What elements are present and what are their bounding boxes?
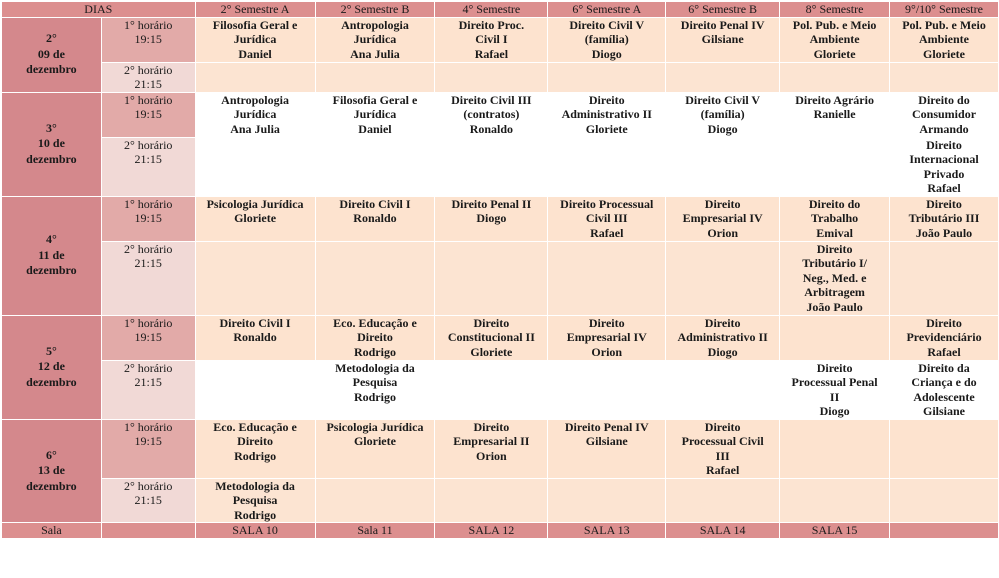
class-cell — [315, 62, 435, 92]
cell-line: Administrativo II — [561, 107, 652, 121]
schedule-row — [2, 478, 999, 523]
cell-line: Direito — [926, 196, 962, 211]
cell-line: Rodrigo — [353, 344, 396, 359]
class-cell — [666, 419, 780, 478]
class-cell — [666, 62, 780, 92]
cell-line: dezembro — [26, 478, 77, 493]
cell-line: Rafael — [474, 46, 509, 61]
cell-line: Processual Penal — [791, 375, 878, 389]
cell-line: Gilsiane — [585, 434, 628, 448]
class-cell — [666, 315, 780, 360]
cell-line: Direito da — [918, 360, 970, 375]
class-cell — [315, 92, 435, 137]
cell-line: Administrativo II — [677, 330, 768, 344]
class-cell — [890, 478, 999, 523]
cell-line: Tributário I/ — [802, 256, 867, 270]
room-cell: SALA 13 — [548, 523, 666, 539]
cell-line: Daniel — [358, 121, 392, 136]
cell-line: Empresarial IV — [682, 211, 763, 225]
cell-line: Diogo — [707, 344, 738, 359]
cell-line: Gloriete — [923, 46, 965, 61]
cell-line: Antropologia — [221, 92, 289, 107]
class-cell — [315, 196, 435, 241]
class-cell — [548, 419, 666, 478]
cell-line: Arbitragem — [804, 285, 865, 299]
cell-line: Ana Julia — [350, 46, 400, 61]
class-cell — [890, 137, 999, 196]
cell-line: Eco. Educação e — [213, 419, 297, 434]
class-cell — [780, 17, 890, 62]
class-cell — [780, 62, 890, 92]
day-label — [2, 92, 102, 196]
cell-line: Consumidor — [912, 107, 977, 121]
cell-line: dezembro — [26, 62, 77, 77]
cell-line: João Paulo — [915, 225, 973, 240]
cell-line: (contratos) — [463, 107, 520, 121]
class-cell — [666, 17, 780, 62]
class-cell — [780, 478, 890, 523]
cell-line: Direito Proc. — [458, 17, 525, 32]
class-cell — [315, 478, 435, 523]
class-cell — [195, 92, 315, 137]
cell-line: Orion — [591, 344, 623, 359]
time-slot-first — [101, 196, 195, 241]
schedule-row — [2, 92, 999, 137]
class-cell — [890, 196, 999, 241]
class-cell — [548, 196, 666, 241]
cell-line: Psicologia Jurídica — [326, 419, 424, 434]
cell-line: Direito Penal II — [451, 196, 532, 211]
class-cell — [548, 17, 666, 62]
days-header: DIAS — [2, 2, 196, 18]
class-cell — [315, 360, 435, 419]
cell-line: 2° horário — [123, 241, 173, 256]
cell-line: Orion — [476, 448, 507, 463]
cell-line: Previdenciário — [906, 330, 982, 344]
semester-header: 9°/10° Semestre — [890, 2, 999, 18]
class-cell — [435, 419, 548, 478]
class-cell — [435, 137, 548, 196]
cell-line: Direito — [357, 330, 393, 344]
cell-line: Metodologia da — [335, 360, 415, 375]
cell-line: 2° horário — [123, 360, 173, 375]
cell-line: (família) — [700, 107, 745, 121]
class-cell — [780, 241, 890, 315]
cell-line: 21:15 — [134, 77, 162, 91]
cell-line: Direito Processual — [560, 196, 654, 211]
cell-line: Direito — [816, 241, 853, 256]
cell-line: (família) — [584, 32, 629, 46]
cell-line: Direito do — [808, 196, 861, 211]
cell-line: Gilsiane — [701, 32, 744, 46]
cell-line: 1° horário — [123, 17, 173, 32]
schedule-row — [2, 360, 999, 419]
class-cell — [890, 315, 999, 360]
cell-line: Direito — [704, 196, 741, 211]
class-cell — [315, 137, 435, 196]
cell-line: Rafael — [706, 463, 740, 477]
cell-line: Direito Civil I — [339, 196, 411, 211]
cell-line: Gilsiane — [923, 404, 966, 418]
cell-line: 21:15 — [134, 152, 162, 166]
cell-line: dezembro — [26, 374, 77, 389]
cell-line: Ambiente — [809, 32, 860, 46]
cell-line: Ronaldo — [233, 330, 277, 344]
semester-header: 2° Semestre B — [315, 2, 435, 18]
cell-line: Emival — [816, 225, 853, 240]
time-slot-second — [101, 478, 195, 523]
cell-line: Ronaldo — [469, 121, 514, 136]
cell-line: Pesquisa — [352, 375, 398, 389]
cell-line: 1° horário — [123, 92, 173, 107]
cell-line: Orion — [707, 225, 738, 240]
class-cell — [666, 478, 780, 523]
class-cell — [666, 92, 780, 137]
class-cell — [666, 360, 780, 419]
cell-line: Gloriete — [813, 46, 856, 61]
cell-line: Direito — [588, 315, 625, 330]
schedule-row — [2, 241, 999, 315]
room-spacer — [101, 523, 195, 539]
class-cell — [890, 17, 999, 62]
cell-line: Direito — [588, 92, 625, 107]
cell-line: Direito — [237, 434, 273, 448]
cell-line: 12 de — [37, 359, 65, 374]
cell-line: Metodologia da — [215, 478, 295, 493]
cell-line: III — [715, 448, 730, 463]
cell-line: 1° horário — [123, 315, 173, 330]
cell-line: Direito Penal IV — [680, 17, 765, 32]
cell-line: Rafael — [927, 181, 961, 195]
cell-line: Gloriete — [585, 121, 628, 136]
cell-line: 3° — [45, 120, 57, 135]
cell-line: Ana Julia — [230, 121, 280, 136]
cell-line: Eco. Educação e — [333, 315, 417, 330]
schedule-row — [2, 196, 999, 241]
footer-row — [2, 523, 999, 539]
class-cell — [548, 241, 666, 315]
class-cell — [548, 62, 666, 92]
cell-line: Direito Penal IV — [564, 419, 649, 434]
class-cell — [195, 196, 315, 241]
cell-line: Direito — [704, 419, 741, 434]
schedule-table — [1, 1, 999, 539]
class-cell — [890, 92, 999, 137]
cell-line: Diogo — [707, 121, 738, 136]
class-cell — [195, 419, 315, 478]
cell-line: Gloriete — [470, 344, 513, 359]
cell-line: 19:15 — [134, 32, 162, 46]
cell-line: Civil III — [585, 211, 628, 225]
time-slot-second — [101, 137, 195, 196]
class-cell — [195, 241, 315, 315]
cell-line: Diogo — [476, 211, 507, 225]
class-cell — [435, 62, 548, 92]
room-cell: SALA 15 — [780, 523, 890, 539]
cell-line: Tributário III — [908, 211, 980, 225]
cell-line: 6° — [45, 447, 57, 462]
cell-line: Gloriete — [353, 434, 396, 448]
class-cell — [780, 419, 890, 478]
cell-line: Rafael — [927, 344, 961, 359]
class-cell — [435, 478, 548, 523]
cell-line: Antropologia — [341, 17, 409, 32]
class-cell — [548, 137, 666, 196]
cell-line: 21:15 — [134, 375, 162, 389]
class-cell — [315, 315, 435, 360]
room-cell — [890, 523, 999, 539]
class-cell — [435, 360, 548, 419]
cell-line: 21:15 — [134, 256, 162, 270]
cell-line: Direito — [816, 360, 853, 375]
class-cell — [890, 360, 999, 419]
room-cell: SALA 12 — [435, 523, 548, 539]
cell-line: Internacional — [909, 152, 979, 166]
cell-line: 09 de — [37, 46, 65, 61]
semester-header: 6° Semestre B — [666, 2, 780, 18]
day-label — [2, 315, 102, 419]
cell-line: 2° horário — [123, 478, 173, 493]
cell-line: Trabalho — [811, 211, 859, 225]
cell-line: 21:15 — [134, 493, 162, 507]
cell-line: 13 de — [37, 463, 65, 477]
class-cell — [435, 17, 548, 62]
day-label — [2, 196, 102, 315]
cell-line: Direito Agrário — [795, 92, 874, 107]
class-cell — [548, 315, 666, 360]
class-cell — [195, 360, 315, 419]
cell-line: Direito Civil V — [569, 17, 645, 32]
cell-line: Direito — [926, 315, 962, 330]
cell-line: Armando — [919, 121, 969, 136]
class-cell — [780, 137, 890, 196]
schedule-row — [2, 62, 999, 92]
class-cell — [435, 315, 548, 360]
room-cell: SALA 14 — [666, 523, 780, 539]
cell-line: Gloriete — [234, 211, 277, 225]
cell-line: 2° — [45, 31, 57, 46]
class-cell — [315, 241, 435, 315]
cell-line: Civil I — [475, 32, 508, 46]
room-label: Sala — [2, 523, 102, 539]
class-cell — [666, 196, 780, 241]
cell-line: Empresarial IV — [566, 330, 647, 344]
semester-header: 6° Semestre A — [548, 2, 666, 18]
cell-line: Pol. Pub. e Meio — [902, 17, 986, 32]
class-cell — [315, 419, 435, 478]
cell-line: 19:15 — [134, 211, 162, 225]
cell-line: 11 de — [38, 247, 65, 262]
cell-line: Criança e do — [911, 375, 977, 389]
cell-line: 4° — [45, 232, 57, 247]
cell-line: Rodrigo — [234, 448, 277, 463]
cell-line: Direito Civil I — [219, 315, 291, 330]
cell-line: Psicologia Jurídica — [206, 196, 304, 211]
semester-header: 2° Semestre A — [195, 2, 315, 18]
room-cell: Sala 11 — [315, 523, 435, 539]
cell-line: Ranielle — [813, 107, 856, 121]
class-cell — [780, 196, 890, 241]
cell-line: Ronaldo — [353, 211, 397, 225]
cell-line: dezembro — [26, 151, 77, 166]
class-cell — [548, 478, 666, 523]
class-cell — [548, 92, 666, 137]
cell-line: dezembro — [26, 263, 77, 278]
class-cell — [195, 17, 315, 62]
cell-line: II — [829, 389, 840, 404]
cell-line: Filosofia Geral e — [332, 92, 418, 107]
cell-line: Jurídica — [353, 107, 397, 121]
cell-line: Ambiente — [919, 32, 970, 46]
cell-line: Rodrigo — [234, 507, 277, 522]
time-slot-first — [101, 315, 195, 360]
time-slot-first — [101, 92, 195, 137]
time-slot-second — [101, 241, 195, 315]
cell-line: Empresarial II — [453, 434, 530, 448]
cell-line: Jurídica — [233, 32, 277, 46]
time-slot-first — [101, 419, 195, 478]
class-cell — [195, 62, 315, 92]
cell-line: Privado — [923, 166, 965, 181]
day-label — [2, 419, 102, 523]
cell-line: Direito Civil V — [685, 92, 761, 107]
day-label — [2, 17, 102, 92]
cell-line: Direito — [704, 315, 741, 330]
cell-line: Constitucional II — [447, 330, 535, 344]
cell-line: 2° horário — [123, 62, 173, 77]
cell-line: Processual Civil — [681, 434, 764, 448]
cell-line: Jurídica — [233, 107, 277, 121]
cell-line: Jurídica — [353, 32, 397, 46]
cell-line: 10 de — [37, 136, 65, 151]
cell-line: 19:15 — [134, 434, 162, 448]
class-cell — [548, 360, 666, 419]
class-cell — [890, 62, 999, 92]
cell-line: Daniel — [238, 46, 272, 61]
cell-line: 1° horário — [123, 196, 173, 211]
class-cell — [195, 478, 315, 523]
class-cell — [780, 360, 890, 419]
cell-line: 2° horário — [123, 137, 173, 152]
cell-line: Direito Civil III — [451, 92, 532, 107]
semester-header: 8° Semestre — [780, 2, 890, 18]
class-cell — [780, 315, 890, 360]
cell-line: Pesquisa — [232, 493, 278, 507]
class-cell — [890, 241, 999, 315]
time-slot-second — [101, 62, 195, 92]
class-cell — [195, 137, 315, 196]
cell-line: Filosofia Geral e — [212, 17, 298, 32]
cell-line: 1° horário — [123, 419, 173, 434]
room-cell: SALA 10 — [195, 523, 315, 539]
cell-line: Direito — [473, 419, 510, 434]
cell-line: Direito — [926, 137, 962, 152]
class-cell — [780, 92, 890, 137]
cell-line: João Paulo — [806, 299, 863, 314]
cell-line: Direito — [473, 315, 510, 330]
class-cell — [666, 137, 780, 196]
cell-line: Rodrigo — [353, 389, 396, 404]
class-cell — [195, 315, 315, 360]
class-cell — [315, 17, 435, 62]
cell-line: Direito do — [918, 92, 970, 107]
cell-line: 5° — [45, 343, 57, 358]
cell-line: Adolescente — [913, 389, 975, 404]
cell-line: 19:15 — [134, 107, 162, 121]
schedule-row — [2, 137, 999, 196]
cell-line: 19:15 — [134, 330, 162, 344]
cell-line: Diogo — [591, 46, 622, 61]
time-slot-first — [101, 17, 195, 62]
class-cell — [666, 241, 780, 315]
cell-line: Diogo — [819, 404, 850, 418]
class-cell — [435, 196, 548, 241]
schedule-row — [2, 419, 999, 478]
cell-line: Pol. Pub. e Meio — [792, 17, 877, 32]
schedule-row — [2, 315, 999, 360]
time-slot-second — [101, 360, 195, 419]
header-row — [2, 2, 999, 18]
cell-line: Rafael — [590, 225, 624, 240]
class-cell — [435, 92, 548, 137]
class-cell — [890, 419, 999, 478]
semester-header: 4° Semestre — [435, 2, 548, 18]
class-cell — [435, 241, 548, 315]
schedule-row — [2, 17, 999, 62]
cell-line: Neg., Med. e — [802, 270, 867, 285]
